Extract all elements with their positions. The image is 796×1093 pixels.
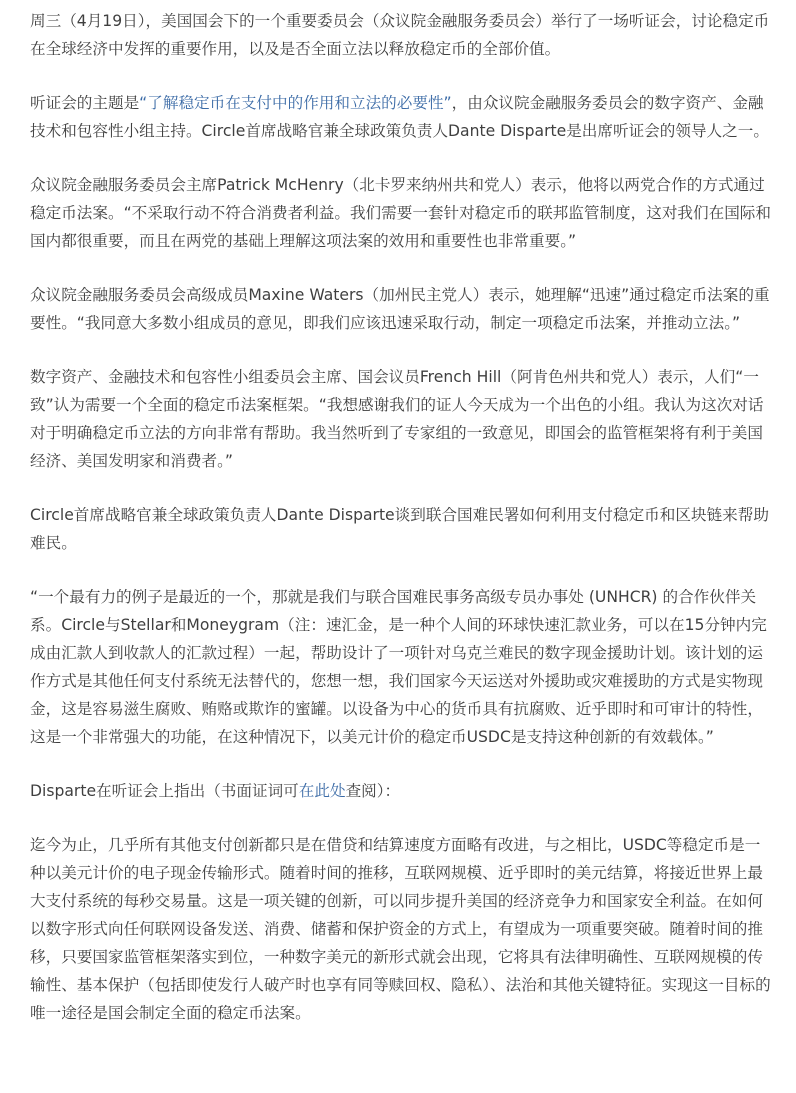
paragraph-hearing-intro: 周三（4月19日），美国国会下的一个重要委员会（众议院金融服务委员会）举行了一场听证会，讨论稳定币在全球经济中发挥的重要作用，以及是否全面立法以释放稳定币的全部价值。 — [30, 12, 770, 58]
paragraph-mchenry-statement: 众议院金融服务委员会主席Patrick McHenry（北卡罗来纳州共和党人）表示，他将以两党合作的方式通过稳定币法案。“不采取行动不符合消费者利益。我们需要一套针对稳定币的联邦监管制度，这对我们在国际和国内都很重要，而且在两党的基础上理解这项法案的效用和重要性也非常重要。” — [30, 176, 771, 250]
hearing-theme-highlight: “了解稳定币在支付中的作用和立法的必要性” — [139, 94, 452, 112]
theme-prefix-text: 听证会的主题是 — [30, 94, 140, 112]
theme-suffix-text: ，由众议院金融服务委员会的数字资产、金融技术和包容性小组主持。Circle首席战略官兼全球政策负责人Dante Disparte是出席听证会的领导人之一。 — [30, 94, 769, 140]
paragraph-hill-statement: 数字资产、金融技术和包容性小组委员会主席、国会议员French Hill（阿肯色州共和党人）表示，人们“一致”认为需要一个全面的稳定币法案框架。“我想感谢我们的证人今天成为一个出色的小组。我认为这次对话对于明确稳定币立法的方向非常有帮助。我当然听到了专家组的一致意见，即国会的监管框架将有利于美国经济、美国发明家和消费者。” — [30, 368, 764, 470]
paragraph-disparte-intro: Circle首席战略官兼全球政策负责人Dante Disparte谈到联合国难民署如何利用支付稳定币和区块链来帮助难民。 — [30, 506, 769, 552]
testimony-suffix-text: 查阅）： — [345, 782, 401, 800]
paragraph-hearing-theme — [30, 89, 772, 145]
paragraph-testimony-body: 迄今为止，几乎所有其他支付创新都只是在借贷和结算速度方面略有改进，与之相比，USDC等稳定币是一种以美元计价的电子现金传输形式。随着时间的推移，互联网规模、近乎即时的美元结算，将接近世界上最大支付系统的每秒交易量。这是一项关键的创新，可以同步提升美国的经济竞争力和国家安全利益。在如何以数字形式向任何联网设备发送、消费、储蓄和保护资金的方式上，有望成为一项重要突破。随着时间的推移，只要国家监管框架落实到位，一种数字美元的新形式就会出现，它将具有法律明确性、互联网规模的传输性、基本保护（包括即使发行人破产时也享有同等赎回权、隐私）、法治和其他关键特征。实现这一目标的唯一途径是国会制定全面的稳定币法案。 — [30, 836, 771, 1022]
testimony-prefix-text: Disparte在听证会上指出（书面证词可 — [30, 782, 299, 800]
paragraph-unhcr-quote: “一个最有力的例子是最近的一个，那就是我们与联合国难民事务高级专员办事处 (UNHCR) 的合作伙伴关系。Circle与Stellar和Moneygram（注：速汇金，是一种个人间的环球快速汇款业务，可以在15分钟内完成由汇款人到收款人的汇款过程）一起，帮助设计了一项针对乌克兰难民的数字现金援助计划。该计划的运作方式是其他任何支付系统无法替代的，您想一想，我们国家今天运送对外援助或灾难援助的方式是实物现金，这是容易滋生腐败、贿赂或欺诈的蜜罐。以设备为中心的货币具有抗腐败、近乎即时和可审计的特性，这是一个非常强大的功能，在这种情况下，以美元计价的稳定币USDC是支持这种创新的有效载体。” — [30, 588, 767, 746]
paragraph-waters-statement: 众议院金融服务委员会高级成员Maxine Waters（加州民主党人）表示，她理解“迅速”通过稳定币法案的重要性。“我同意大多数小组成员的意见，即我们应该迅速采取行动，制定一项稳定币法案，并推动立法。” — [30, 286, 770, 332]
testimony-link[interactable]: 在此处 — [298, 782, 346, 800]
paragraph-testimony-note — [30, 777, 772, 805]
